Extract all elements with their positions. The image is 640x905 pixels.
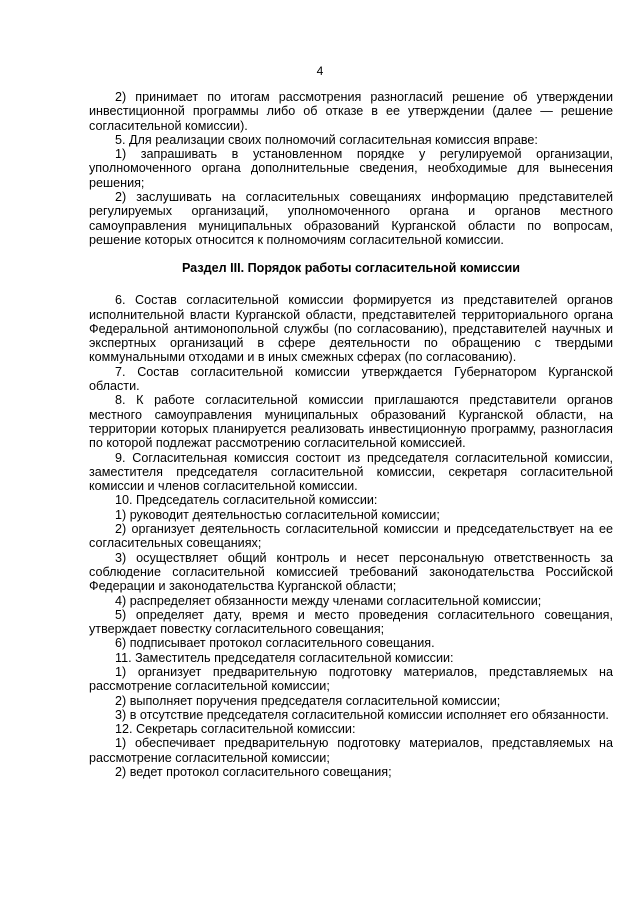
paragraph: 12. Секретарь согласительной комиссии: [115,722,356,737]
paragraph: 2) заслушивать на согласительных совещаниях информацию представителей регулируемых организаций, уполномоченного органа и органов местного самоуправления муниципальных образований Курганской области по вопросам, решение которых относится к полномочиям согласительной комиссии. [89,190,613,247]
paragraph: 3) в отсутствие председателя согласительной комиссии исполняет его обязанности. [115,707,609,722]
paragraph: 1) обеспечивает предварительную подготовку материалов, представляемых на рассмотрение согласительной комиссии; [89,736,613,765]
paragraph: 2) выполняет поручения председателя согласительной комиссии; [115,693,501,708]
paragraph: 2) организует деятельность согласительной комиссии и председательствует на ее согласительных совещаниях; [89,522,613,551]
page-number: 4 [316,64,324,78]
paragraph: 2) ведет протокол согласительного совещания; [115,765,392,780]
paragraph: 6) подписывает протокол согласительного совещания. [115,636,435,651]
paragraph: 6. Состав согласительной комиссии формируется из представителей органов исполнительной власти Курганской области, представителей территориального органа Федеральной антимонопольной службы (по согласованию), представителей научных и экспертных организаций в сфере деятельности по обращению с твердыми коммунальными отходами и в иных смежных сферах (по согласованию). [89,293,613,365]
paragraph: 2) принимает по итогам рассмотрения разногласий решение об утверждении инвестиционной программы либо об отказе в ее утверждении (далее — решение согласительной комиссии). [89,90,613,133]
paragraph: 5. Для реализации своих полномочий согласительная комиссия вправе: [115,132,538,147]
document-body [89,90,613,779]
paragraph: 1) руководит деятельностью согласительной комиссии; [115,507,440,522]
paragraph: 4) распределяет обязанности между членами согласительной комиссии; [115,593,542,608]
paragraph: 7. Состав согласительной комиссии утверждается Губернатором Курганской области. [89,364,613,394]
paragraph: 10. Председатель согласительной комиссии: [115,493,378,508]
paragraph: 1) организует предварительную подготовку материалов, представляемых на рассмотрение согласительной комиссии; [89,664,613,694]
paragraph: 11. Заместитель председателя согласительной комиссии: [115,650,454,665]
paragraph: 9. Согласительная комиссия состоит из председателя согласительной комиссии, заместителя председателя согласительной комиссии, секретаря согласительной комиссии и членов согласительной комиссии. [89,450,613,494]
paragraph: 1) запрашивать в установленном порядке у регулируемой организации, уполномоченного органа дополнительные сведения, необходимые для вынесения решения; [89,147,613,190]
paragraph: 5) определяет дату, время и место проведения согласительного совещания, утверждает повестку согласительного совещания; [89,607,613,637]
section-heading: Раздел III. Порядок работы согласительной комиссии [181,261,521,276]
paragraph: 8. К работе согласительной комиссии приглашаются представители органов местного самоуправления муниципальных образований Курганской области, на территории которых планируется реализовать инвестиционную программу, разногласия по которой подлежат рассмотрению согласительной комиссией. [89,393,613,451]
paragraph: 3) осуществляет общий контроль и несет персональную ответственность за соблюдение согласительной комиссией требований законодательства Российской Федерации и законодательства Курганской области; [89,550,613,594]
